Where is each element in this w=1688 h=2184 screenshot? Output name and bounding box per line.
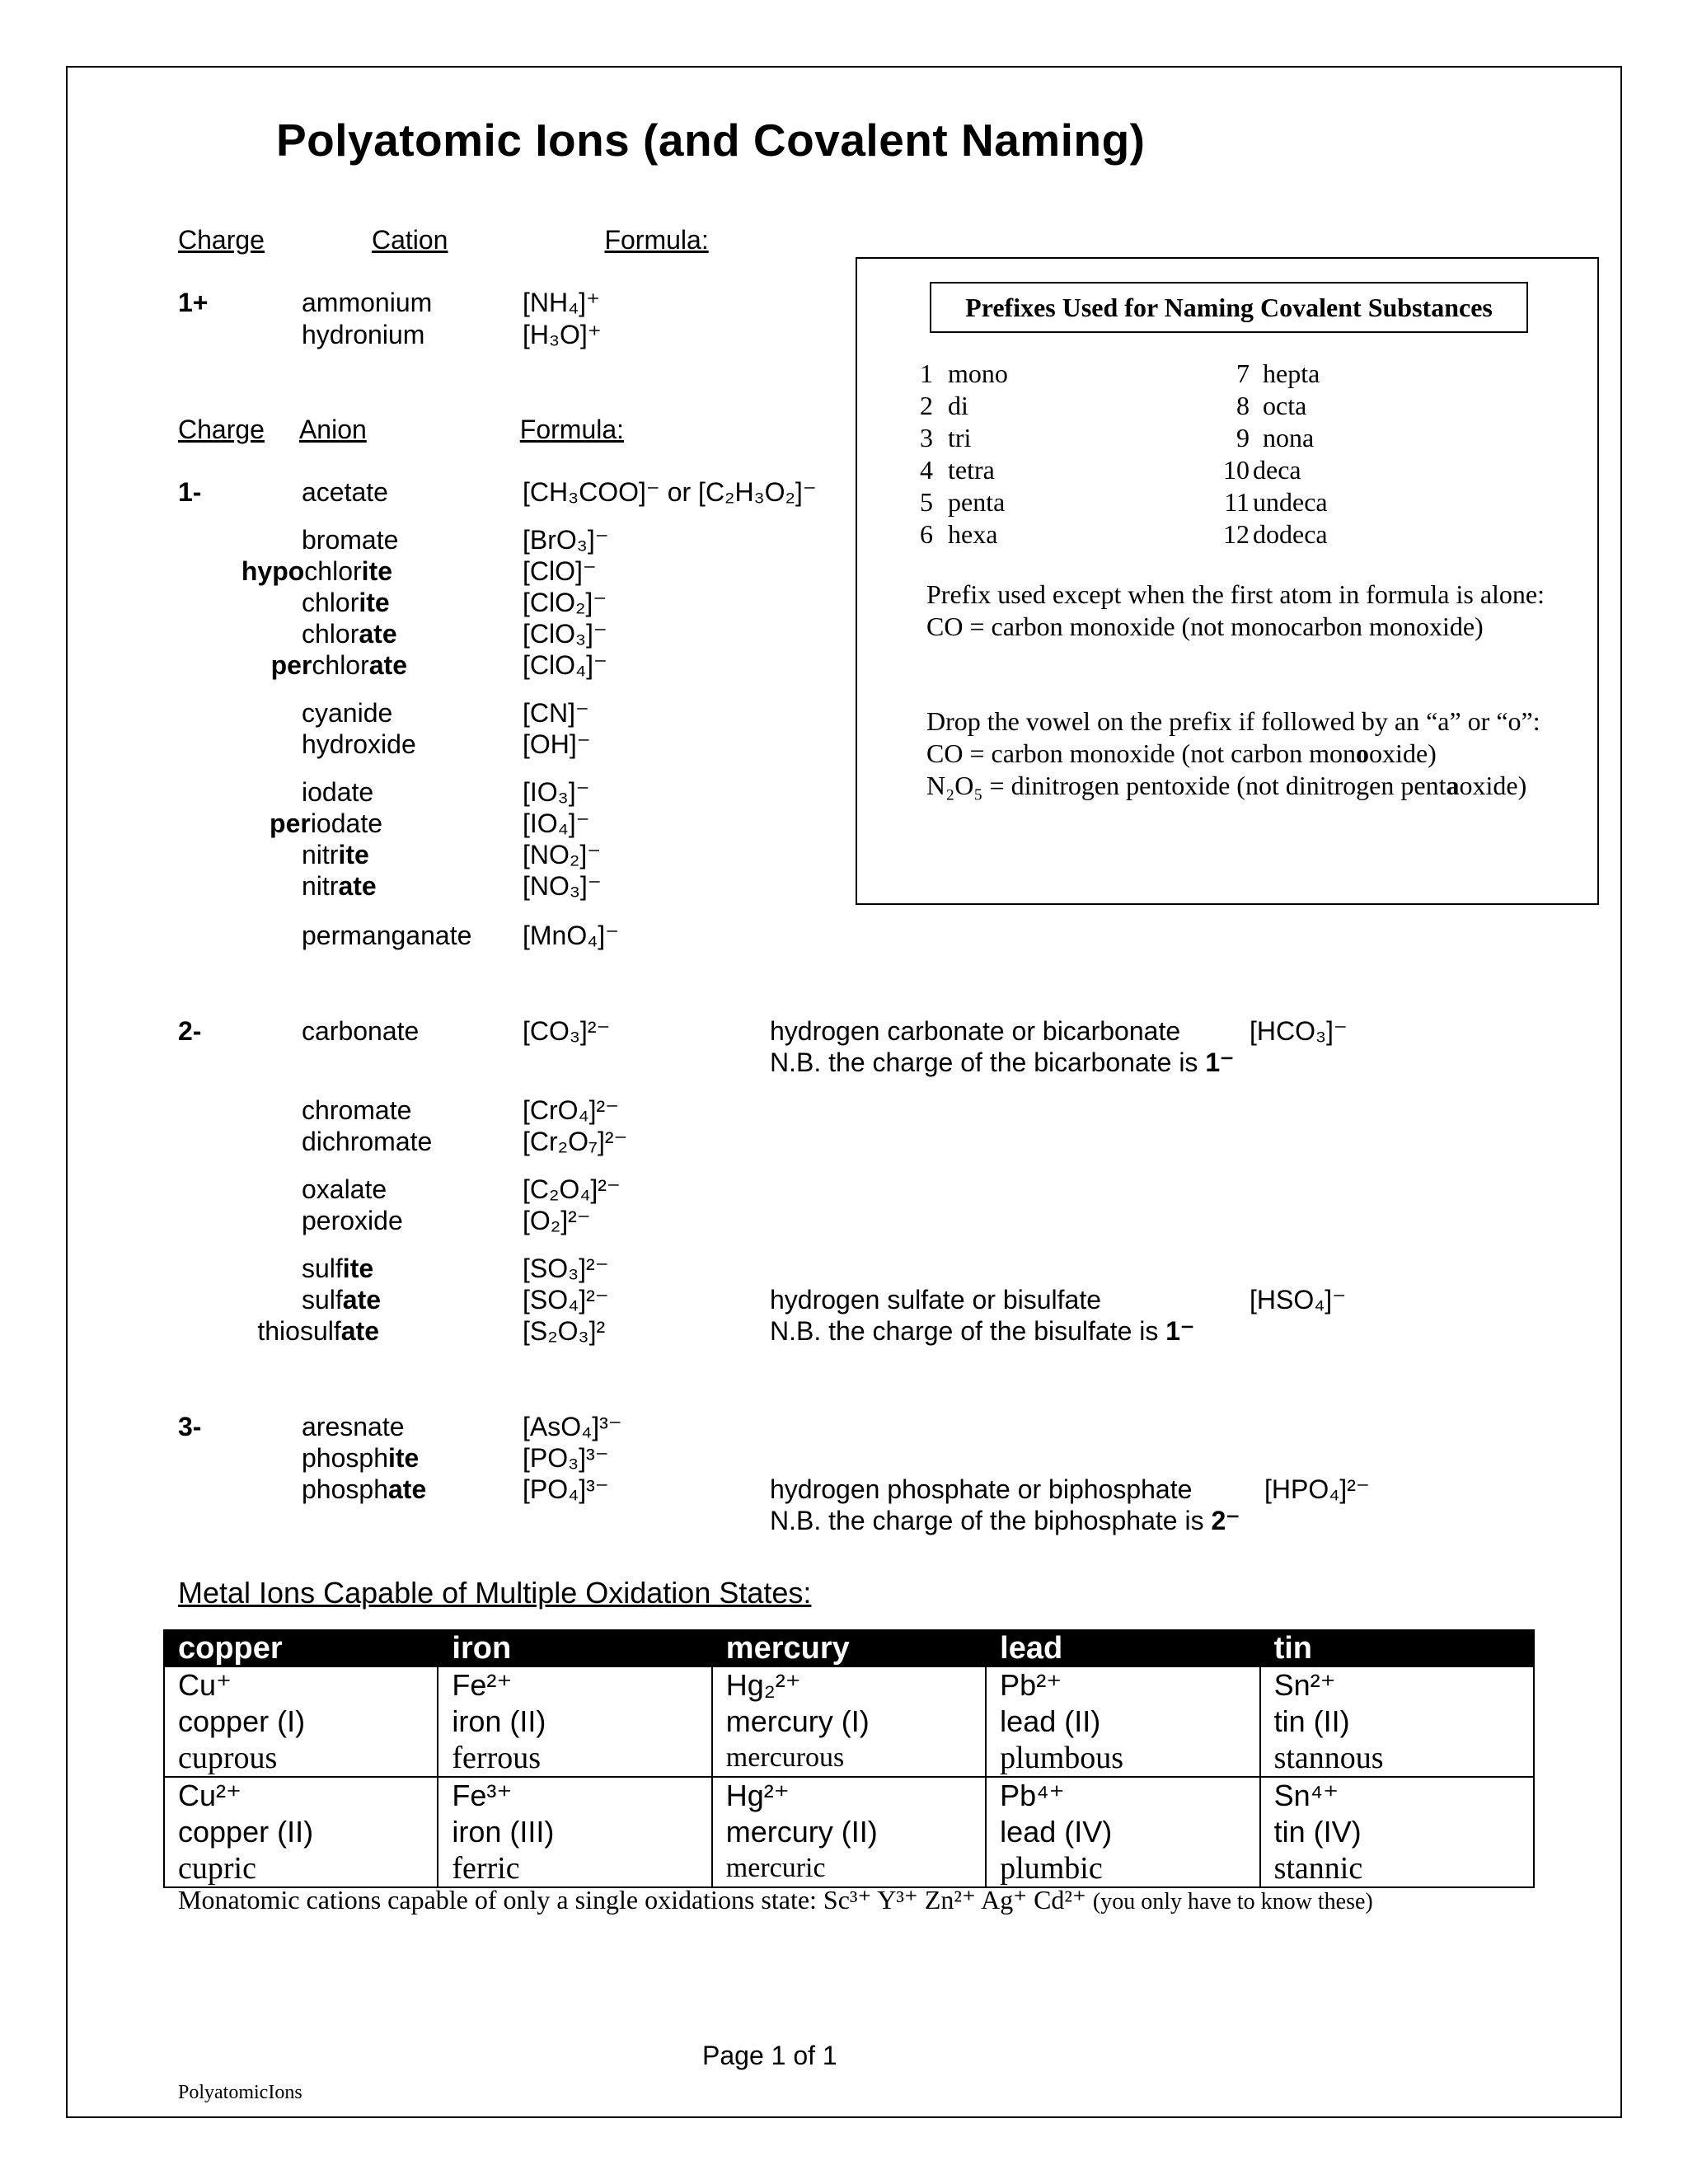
classical-name: cuprous [178,1741,278,1775]
prefix-row [920,518,1008,551]
prefix-name: tri [948,423,972,452]
stock-name: iron (II) [452,1704,546,1738]
anion-header-row [178,414,631,445]
stock-name: copper (II) [178,1815,314,1849]
monatomic-note: (you only have to know these) [1092,1889,1373,1915]
anion-header-anion: Anion [298,415,367,444]
metal-header: copper [164,1630,438,1666]
classical-name: stannic [1273,1851,1363,1886]
anion-formula: [ClO₂]⁻ [523,588,607,617]
anion-formula: [MnO₄]⁻ [523,921,620,950]
biphosphate-note [770,1505,1240,1536]
stock-name: tin (IV) [1273,1815,1362,1849]
suffix-part: ate [359,619,397,649]
prefix-name: penta [948,487,1006,517]
cation-header-cation: Cation [371,225,448,255]
anion-formula: [IO₃]⁻ [523,777,590,807]
suffix-part: ate [368,650,407,680]
cation-charge-1plus: 1+ [178,288,209,317]
classical-name: mercuric [725,1853,826,1883]
stock-name: tin (II) [1273,1704,1350,1738]
prefix-number: 10 [1223,455,1250,485]
anion-formula: [PO₃]³⁻ [523,1443,609,1473]
suffix-part: ate [387,1474,427,1504]
suffix-part: ite [342,1254,374,1283]
note-emphasis: o [1356,738,1370,768]
anion-formula: [CN]⁻ [523,698,589,728]
classical-name: mercurous [725,1742,845,1773]
anion-name-chlorate [302,618,397,649]
metal-header: lead [986,1630,1259,1666]
prefix-number: 4 [920,455,933,485]
anion-formula: [SO₄]²⁻ [523,1285,609,1315]
suffix-part: ite [338,840,369,869]
suffix-part: ite [359,588,390,617]
prefix-name: di [948,391,968,420]
prefix-name: octa [1263,391,1307,420]
note-text: N.B. the charge of the bicarbonate is [770,1047,1198,1077]
anion-formula: [ClO₃]⁻ [523,619,607,649]
prefix-row [1212,422,1328,454]
prefix-part: hypo [241,556,305,586]
root-part: iodate [310,808,382,838]
suffix-part: ite [387,1443,420,1473]
classical-name: plumbic [1000,1851,1103,1886]
note-text: N.B. the charge of the biphosphate is [770,1506,1204,1535]
anion-name: acetate [302,477,388,507]
anion-formula: [CH₃COO]⁻ or [C₂H₃O₂]⁻ [523,477,817,507]
root-part: thiosulf [257,1316,341,1346]
prefix-row [1212,390,1328,422]
anion-header-charge: Charge [178,415,265,444]
prefix-list-left [920,358,1008,551]
bicarbonate-note [770,1047,1234,1078]
anion-name-hypochlorite [132,555,392,587]
ion-symbol: Fe³⁺ [452,1779,513,1812]
anion-name: cyanide [302,698,393,728]
anion-charge-2minus: 2- [178,1016,202,1046]
note-text: oxide) [1369,738,1437,768]
anion-formula: [SO₃]²⁻ [523,1254,609,1283]
prefix-name: nona [1263,423,1315,452]
classical-name: plumbous [1000,1741,1124,1775]
monatomic-cations-line [178,1884,1373,1915]
prefix-number: 2 [920,391,933,420]
prefix-number: 9 [1236,423,1250,452]
stock-name: lead (II) [1000,1704,1101,1738]
anion-name: hydroxide [302,729,416,759]
metals-header-row [164,1630,1534,1666]
suffix-part: ite [361,556,392,586]
metal-cell [986,1666,1259,1777]
prefix-row [920,454,1008,486]
stock-name: mercury (I) [725,1704,870,1738]
root-part: nitr [302,840,339,869]
classical-name: ferrous [452,1741,542,1775]
ion-symbol: Hg₂²⁺ [725,1668,801,1702]
note-text: oxide) [1459,771,1527,800]
prefix-list-right [1212,358,1328,551]
metals-table [163,1629,1535,1888]
classical-name: stannous [1273,1741,1384,1775]
anion-charge-3minus: 3- [178,1412,202,1441]
prefix-number: 12 [1223,519,1250,549]
prefix-part: per [270,808,311,838]
prefix-name: deca [1253,455,1301,485]
cation-name: hydronium [302,320,425,349]
anion-formula: [CO₃]²⁻ [523,1016,611,1046]
bicarbonate-text: hydrogen carbonate or bicarbonate [770,1016,1181,1046]
anion-name: iodate [302,777,374,807]
ion-symbol: Cu⁺ [178,1668,232,1702]
prefix-row [1212,454,1328,486]
ion-symbol: Pb²⁺ [1000,1668,1062,1702]
classical-name: ferric [452,1851,520,1886]
anion-name: peroxide [302,1206,403,1235]
prefix-number: 3 [920,423,933,452]
ion-symbol: Pb⁴⁺ [1000,1779,1065,1812]
metal-cell [712,1777,986,1887]
suffix-part: ate [340,1316,379,1346]
anion-formula: [S₂O₃]² [523,1316,606,1346]
ion-symbol: Hg²⁺ [725,1779,790,1812]
note-text: N₂O₅ = dinitrogen pentoxide (not dinitrogen pent [926,771,1447,800]
metal-cell [164,1666,438,1777]
anion-name-nitrate [302,870,377,902]
metal-cell [986,1777,1259,1887]
metal-cell [438,1666,711,1777]
ion-symbol: Sn⁴⁺ [1273,1779,1339,1812]
bisulfate-formula: [HSO₄]⁻ [1250,1285,1347,1315]
anion-name: oxalate [302,1174,387,1204]
prefix-name: dodeca [1253,519,1328,549]
metal-header: iron [438,1630,711,1666]
biphosphate-formula: [HPO₄]²⁻ [1264,1474,1370,1504]
cation-formula: [H₃O]⁺ [523,320,602,349]
prefix-number: 5 [920,487,933,517]
prefix-name: undeca [1253,487,1328,517]
ion-symbol: Fe²⁺ [452,1668,513,1702]
anion-formula: [O₂]²⁻ [523,1206,591,1235]
root-part: sulf [302,1285,343,1315]
anion-name-perchlorate [132,649,407,681]
classical-name: cupric [178,1851,256,1886]
anion-formula: [C₂O₄]²⁻ [523,1174,621,1204]
prefix-number: 8 [1236,391,1250,420]
metal-cell [1260,1777,1534,1887]
prefix-name: mono [948,359,1008,388]
root-part: phosph [302,1474,388,1504]
prefix-number: 1 [920,359,933,388]
prefix-box-title: Prefixes Used for Naming Covalent Substances [930,282,1528,333]
ion-symbol: Cu²⁺ [178,1779,242,1812]
prefix-rule-note: Prefix used except when the first atom in formula is alone: CO = carbon monoxide (not monocarbon monoxide) [926,579,1545,641]
metal-cell [712,1666,986,1777]
biphosphate-text: hydrogen phosphate or biphosphate [770,1474,1193,1504]
note-charge: 1⁻ [1205,1047,1234,1077]
anion-header-formula: Formula: [519,415,625,444]
anion-name: permanganate [302,921,472,950]
stock-name: iron (III) [452,1815,555,1849]
anion-charge-1minus: 1- [178,477,202,507]
anion-formula: [ClO₄]⁻ [523,650,607,680]
prefix-row [920,422,1008,454]
anion-formula: [AsO₄]³⁻ [523,1412,622,1441]
prefix-row [920,358,1008,390]
prefix-row [1212,518,1328,551]
root-part: chlor [302,588,359,617]
anion-formula: [Cr₂O₇]²⁻ [523,1127,628,1156]
metals-low-row [164,1666,1534,1777]
metal-header: tin [1260,1630,1534,1666]
prefix-name: tetra [948,455,995,485]
note-charge: 1⁻ [1165,1316,1194,1346]
root-part: chlor [302,619,359,649]
note-text: N.B. the charge of the bisulfate is [770,1316,1159,1346]
cation-name: ammonium [302,288,433,317]
prefix-number: 11 [1224,487,1250,517]
prefix-name: hexa [948,519,998,549]
anion-name-thiosulfate [132,1315,379,1347]
root-part: chlor [312,650,369,680]
stock-name: copper (I) [178,1704,306,1738]
anion-formula: [OH]⁻ [523,729,591,759]
anion-formula: [IO₄]⁻ [523,808,590,838]
note-charge: 2⁻ [1211,1506,1240,1535]
anion-name-sulfite [302,1253,373,1284]
ion-symbol: Sn²⁺ [1273,1668,1336,1702]
anion-name: chromate [302,1095,412,1125]
suffix-part: ate [338,871,377,901]
anion-name-periodate [132,808,382,839]
stock-name: mercury (II) [725,1815,878,1849]
cation-formula: [NH₄]⁺ [523,288,600,317]
anion-formula: [BrO₃]⁻ [523,525,609,555]
anion-name-chlorite [302,587,390,618]
root-part: phosph [302,1443,388,1473]
stock-name: lead (IV) [1000,1815,1113,1849]
metal-header: mercury [712,1630,986,1666]
page-number: Page 1 of 1 [702,2041,837,2070]
metals-high-row [164,1777,1534,1887]
bicarbonate-formula: [HCO₃]⁻ [1250,1016,1348,1046]
anion-name: dichromate [302,1127,433,1156]
monatomic-ions: Sc³⁺ Y³⁺ Zn²⁺ Ag⁺ Cd²⁺ [823,1885,1086,1915]
metal-cell [164,1777,438,1887]
anion-name-nitrite [302,839,369,870]
anion-formula: [PO₄]³⁻ [523,1474,609,1504]
anion-formula: [CrO₄]²⁻ [523,1095,620,1125]
monatomic-text: Monatomic cations capable of only a single oxidations state: [178,1885,817,1915]
prefix-row [920,486,1008,518]
suffix-part: ate [342,1285,382,1315]
cation-header-formula: Formula: [604,225,709,255]
root-part: chlor [304,556,362,586]
prefix-row [1212,486,1328,518]
bisulfate-note [770,1315,1194,1347]
metal-cell [1260,1666,1534,1777]
prefix-number: 6 [920,519,933,549]
metal-cell [438,1777,711,1887]
cation-header-charge: Charge [178,225,265,255]
anion-formula: [NO₂]⁻ [523,840,602,869]
anion-name-phosphite [302,1442,419,1474]
note-emphasis: a [1446,771,1460,800]
metals-heading: Metal Ions Capable of Multiple Oxidation States: [178,1576,812,1610]
prefix-row [1212,358,1328,390]
cation-header-row [178,224,747,255]
anion-formula: [NO₃]⁻ [523,871,602,901]
prefix-number: 7 [1236,359,1250,388]
anion-formula: [ClO]⁻ [523,556,597,586]
footer-filename: PolyatomicIons [178,2082,302,2103]
bisulfate-text: hydrogen sulfate or bisulfate [770,1285,1102,1315]
prefix-row [920,390,1008,422]
root-part: nitr [302,871,339,901]
anion-name: aresnate [302,1412,405,1441]
prefix-part: per [270,650,312,680]
anion-name-phosphate [302,1474,426,1505]
anion-name: carbonate [302,1016,420,1046]
vowel-drop-note [926,705,1553,802]
note-text: Drop the vowel on the prefix if followed by an “a” or “o”: CO = carbon monoxide (not carbon mon [926,706,1540,768]
prefix-name: hepta [1263,359,1320,388]
anion-name: bromate [302,525,399,555]
anion-name-sulfate [302,1284,381,1315]
page-title: Polyatomic Ions (and Covalent Naming) [276,115,1146,166]
root-part: sulf [302,1254,343,1283]
